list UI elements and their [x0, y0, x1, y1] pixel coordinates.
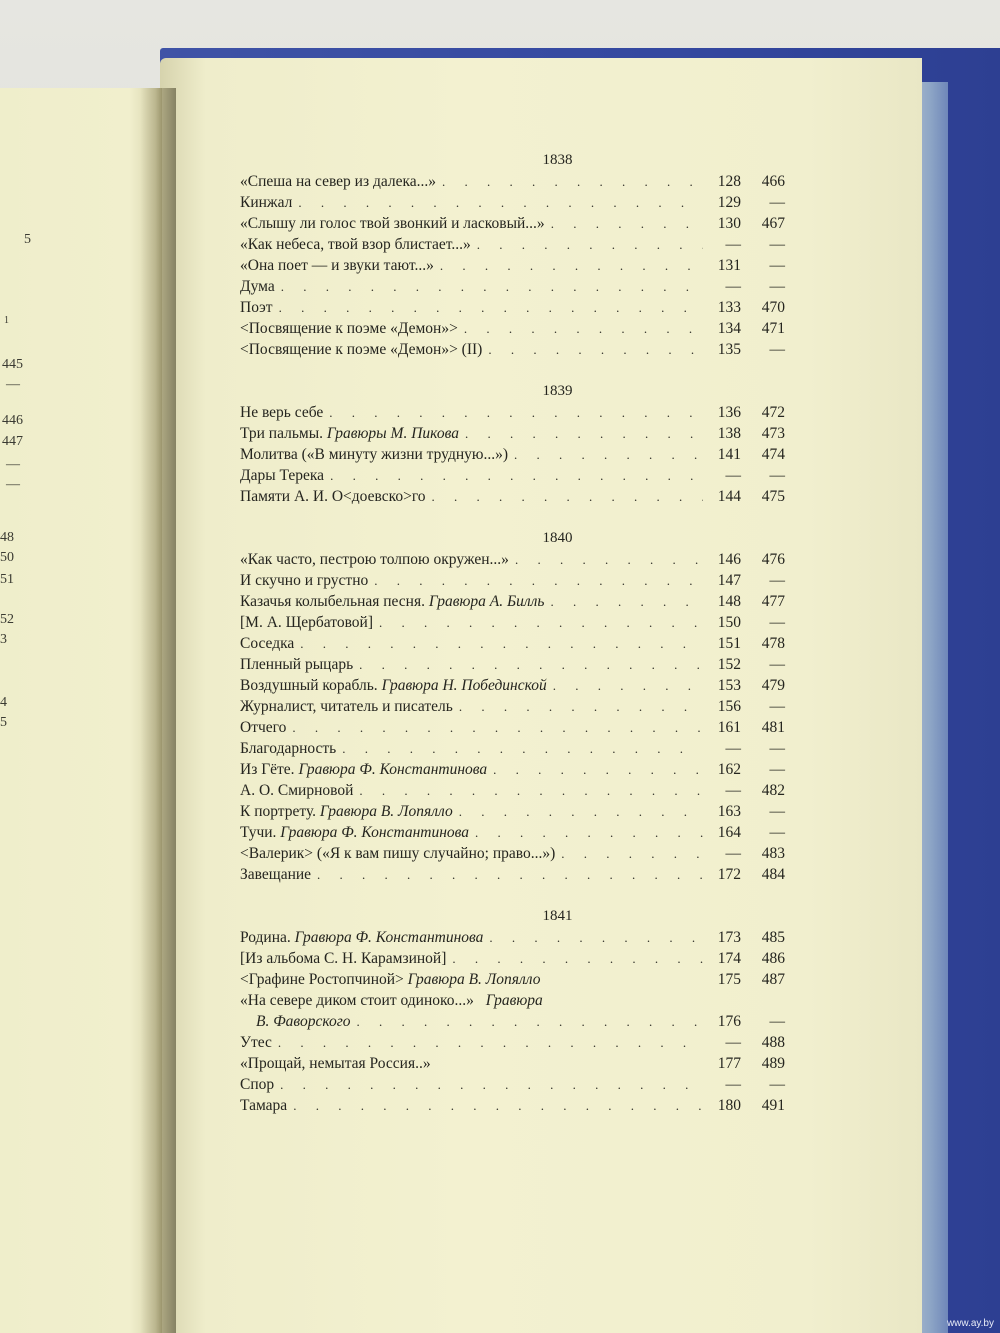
- toc-entry: Тамара . . . 180 491: [240, 1095, 785, 1116]
- toc-entry: Завещание . . . 172 484: [240, 864, 785, 885]
- toc-entry: [Из альбома С. Н. Карамзиной] . . . 174 486: [240, 948, 785, 969]
- toc-entry: <Графине Ростопчиной> Гравюра В. Лопялло 175 487: [240, 971, 785, 988]
- left-page-number: 48: [0, 530, 14, 545]
- left-page-number: —: [6, 377, 20, 392]
- toc-entry: Поэт . . . 133 470: [240, 297, 785, 318]
- toc-entry: Родина. Гравюра Ф. Константинова . . . 173 485: [240, 927, 785, 948]
- toc-entry: А. О. Смирновой . . . — 482: [240, 780, 785, 801]
- engraving-credit: Гравюра Н. Побединской: [381, 677, 547, 694]
- section-year: 1838: [542, 152, 573, 168]
- toc-entry: Тучи. Гравюра Ф. Константинова . . . 164 —: [240, 822, 785, 843]
- toc-entry: Казачья колыбельная песня. Гравюра А. Билль . . . 148 477: [240, 591, 785, 612]
- toc-entry: Дары Терека . . . — —: [240, 465, 785, 486]
- engraving-credit: Гравюра В. Лопялло: [319, 803, 453, 820]
- engraving-credit: Гравюра В. Лопялло: [407, 971, 541, 988]
- book-gutter: [140, 88, 176, 1333]
- left-page-number: 50: [0, 550, 14, 565]
- toc-entry: В. Фаворского . . . 176 —: [240, 1011, 785, 1032]
- toc-entry: Утес . . . — 488: [240, 1032, 785, 1053]
- left-page-number: 52: [0, 612, 14, 627]
- left-page-number: 1: [4, 315, 9, 326]
- section-year: 1841: [542, 908, 573, 924]
- toc-entry: «Слышу ли голос твой звонкий и ласковый...» . . . 130 467: [240, 213, 785, 234]
- left-page-number: 5: [24, 232, 31, 247]
- engraving-credit: Гравюра А. Билль: [428, 593, 545, 610]
- toc-entry: «Как часто, пестрою толпою окружен...» . . . 146 476: [240, 549, 785, 570]
- section-year: 1840: [542, 530, 573, 546]
- toc-entry: «Она поет — и звуки тают...» . . . 131 —: [240, 255, 785, 276]
- section-year: 1839: [542, 383, 573, 399]
- left-page-number: 4: [0, 695, 7, 710]
- toc-entry: <Валерик> («Я к вам пишу случайно; право...») . . . — 483: [240, 843, 785, 864]
- left-page-number: 446: [2, 413, 23, 428]
- toc-entry: Кинжал . . . 129 —: [240, 192, 785, 213]
- watermark: www.ay.by: [946, 1318, 994, 1329]
- toc-entry: «Прощай, немытая Россия..» 177 489: [240, 1055, 785, 1072]
- engraving-credit: Гравюра: [485, 992, 543, 1009]
- left-page-number: 51: [0, 572, 14, 587]
- table-of-contents: [240, 150, 785, 1116]
- left-page-number: —: [6, 457, 20, 472]
- left-page-number: 445: [2, 357, 23, 372]
- left-page: [0, 88, 162, 1333]
- engraving-credit: Гравюра Ф. Константинова: [280, 824, 470, 841]
- toc-entry: Молитва («В минуту жизни трудную...») . . . 141 474: [240, 444, 785, 465]
- toc-entry: Спор . . . — —: [240, 1074, 785, 1095]
- toc-entry: «Как небеса, твой взор блистает...» . . . — —: [240, 234, 785, 255]
- toc-entry-first-line: «На севере диком стоит одиноко...» Гравюра: [240, 992, 543, 1009]
- toc-entry: <Посвящение к поэме «Демон»> . . . 134 471: [240, 318, 785, 339]
- toc-entry: И скучно и грустно . . . 147 —: [240, 570, 785, 591]
- engraving-credit: Гравюры М. Пикова: [326, 425, 459, 442]
- toc-entry: Воздушный корабль. Гравюра Н. Побединской . . . 153 479: [240, 675, 785, 696]
- cover-edge: [918, 82, 948, 1333]
- toc-entry: Памяти А. И. О<доевско>го . . . 144 475: [240, 486, 785, 507]
- engraving-credit: Гравюра Ф. Константинова: [294, 929, 484, 946]
- toc-entry: [М. А. Щербатовой] . . . 150 —: [240, 612, 785, 633]
- toc-entry: Из Гёте. Гравюра Ф. Константинова . . . 162 —: [240, 759, 785, 780]
- toc-entry: Три пальмы. Гравюры М. Пикова . . . 138 473: [240, 423, 785, 444]
- engraving-credit: Гравюра Ф. Константинова: [298, 761, 488, 778]
- toc-entry: Соседка . . . 151 478: [240, 633, 785, 654]
- toc-entry: К портрету. Гравюра В. Лопялло . . . 163 —: [240, 801, 785, 822]
- left-page-number: 447: [2, 434, 23, 449]
- toc-entry: Пленный рыцарь . . . 152 —: [240, 654, 785, 675]
- left-page-number: 5: [0, 715, 7, 730]
- toc-entry: «Спеша на север из далека...» . . . 128 466: [240, 171, 785, 192]
- left-page-number: 3: [0, 632, 7, 647]
- toc-entry: Не верь себе . . . 136 472: [240, 402, 785, 423]
- engraving-credit: В. Фаворского: [256, 1013, 351, 1030]
- toc-entry: Благодарность . . . — —: [240, 738, 785, 759]
- toc-entry: Отчего . . . 161 481: [240, 717, 785, 738]
- left-page-number: —: [6, 477, 20, 492]
- toc-entry: <Посвящение к поэме «Демон»> (II) . . . 135 —: [240, 339, 785, 360]
- toc-entry: Журналист, читатель и писатель . . . 156 —: [240, 696, 785, 717]
- toc-entry: Дума . . . — —: [240, 276, 785, 297]
